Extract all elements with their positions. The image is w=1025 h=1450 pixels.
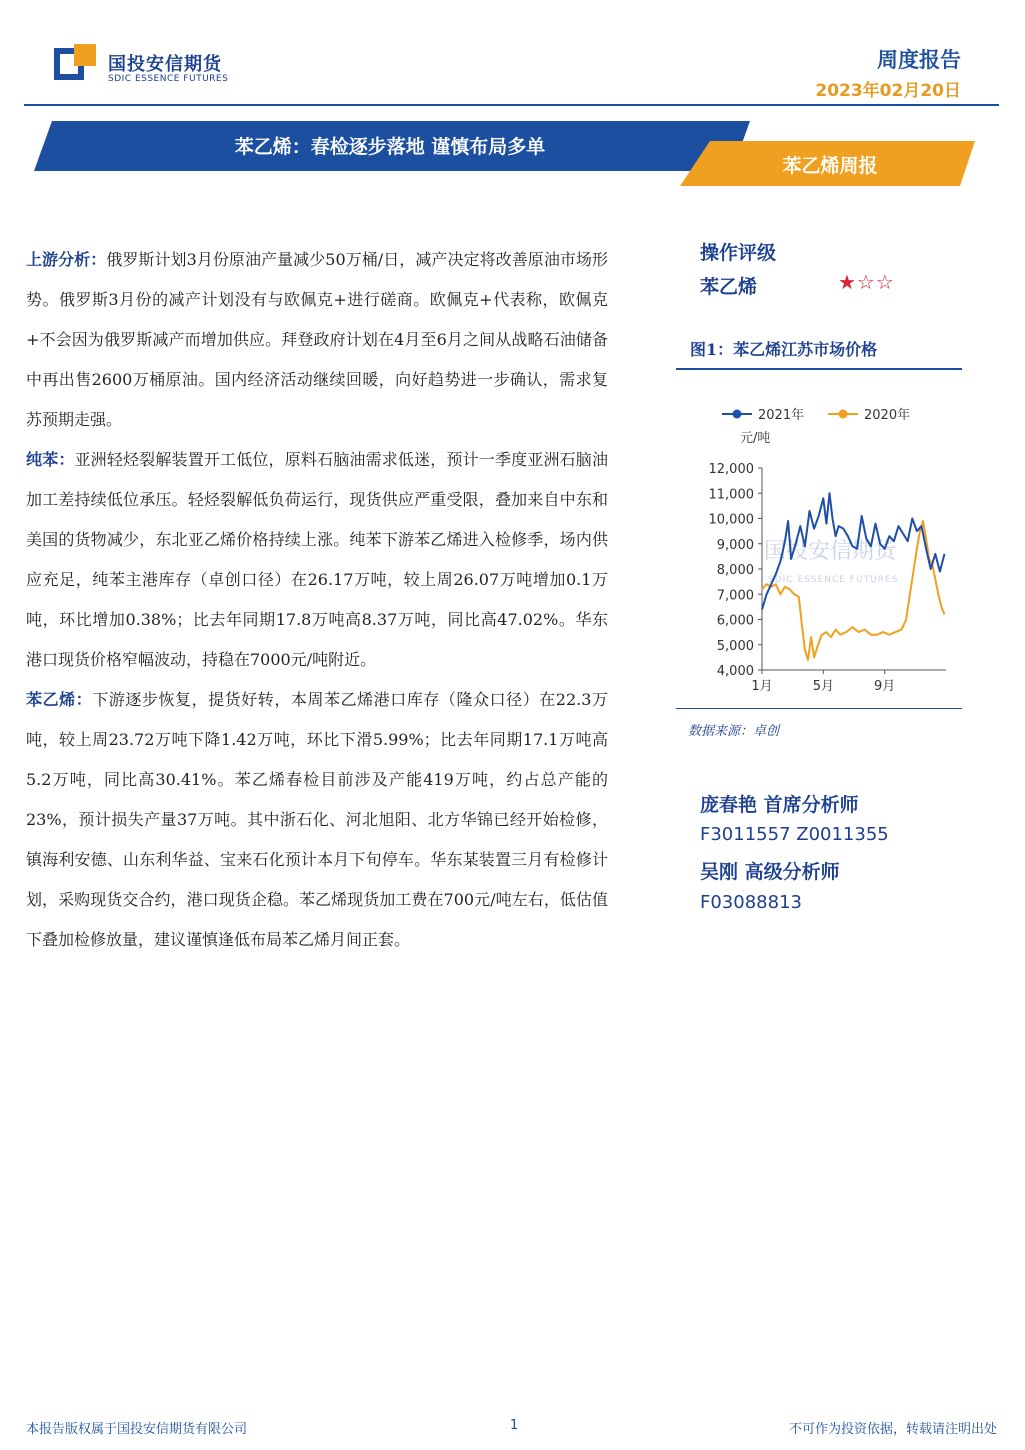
legend-marker-2021	[733, 410, 742, 419]
analyst-1-name: 庞春艳 首席分析师	[700, 794, 859, 816]
company-logo-icon	[52, 42, 98, 82]
x-tick-label: 5月	[812, 679, 834, 694]
y-tick-label: 10,000	[708, 512, 754, 528]
logo-text-cn: 国投安信期货	[108, 54, 222, 75]
report-date: 2023年02月20日	[815, 81, 961, 101]
figure-title: 图1：苯乙烯江苏市场价格	[690, 340, 878, 359]
styrene-text: 下游逐步恢复，提货好转，本周苯乙烯港口库存（隆众口径）在22.3万吨，较上周23.72万吨下降1.42万吨，环比下滑5.99%；比去年同期17.1万吨高5.2万吨，同比高30.41%。苯乙烯春检目前涉及产能419万吨，约占总产能的23%，预计损失产量37万吨。其中浙石化、河北旭阳、北方华锦已经开始检修，镇海利安德、山东利华益、宝来石化预计本月下旬停车。华东某装置三月有检修计划，采购现货交合约，港口现货企稳。苯乙烯现货加工费在700元/吨左右，低估值下叠加检修放量，建议谨慎逢低布局苯乙烯月间正套。	[26, 690, 608, 949]
y-tick-label: 8,000	[716, 563, 754, 578]
y-tick-label: 7,000	[716, 588, 754, 604]
price-chart	[676, 390, 966, 710]
figure-rule-bottom	[676, 708, 962, 709]
analyst-1-id: F3011557 Z0011355	[700, 824, 889, 845]
chart-watermark-en: SDIC ESSENCE FUTURES	[768, 575, 899, 585]
rating-stars: ★☆☆	[838, 270, 895, 294]
benzene-text: 亚洲轻烃裂解装置开工低位，原料石脑油需求低迷，预计一季度亚洲石脑油加工差持续低位承压。轻烃裂解低负荷运行，现货供应严重受限，叠加来自中东和美国的货物减少，东北亚乙烯价格持续上涨。纯苯下游苯乙烯进入检修季，场内供应充足，纯苯主港库存（卓创口径）在26.17万吨，较上周26.07万吨增加0.1万吨，环比增加0.38%；比去年同期17.8万吨高8.37万吨，同比高47.02%。华东港口现货价格窄幅波动，持稳在7000元/吨附近。	[26, 450, 608, 669]
upstream-paragraph	[26, 240, 608, 440]
y-tick-label: 5,000	[716, 638, 754, 654]
legend-label-2021: 2021年	[758, 408, 805, 423]
benzene-paragraph	[26, 440, 608, 680]
logo-text-en: SDIC ESSENCE FUTURES	[108, 74, 229, 84]
y-tick-label: 11,000	[708, 487, 754, 503]
chart-watermark: 国投安信期货	[764, 539, 897, 564]
legend-marker-2020	[839, 410, 848, 419]
y-tick-label: 6,000	[716, 613, 754, 629]
y-axis-label: 元/吨	[740, 431, 771, 446]
upstream-lead: 上游分析：	[26, 250, 107, 269]
page-number: 1	[510, 1418, 519, 1433]
x-tick-label: 9月	[874, 679, 896, 694]
data-source: 数据来源：卓创	[688, 724, 780, 739]
footer-disclaimer: 不可作为投资依据，转载请注明出处	[788, 1422, 997, 1437]
x-tick-label: 1月	[751, 679, 773, 694]
analyst-2-id: F03088813	[700, 892, 802, 913]
report-subtitle: 苯乙烯周报	[782, 155, 878, 177]
legend-label-2020: 2020年	[864, 408, 911, 423]
y-tick-label: 4,000	[716, 664, 754, 679]
header-divider	[24, 104, 999, 106]
y-tick-label: 9,000	[716, 537, 754, 553]
analysis-body	[26, 240, 608, 960]
upstream-text: 俄罗斯计划3月份原油产量减少50万桶/日，减产决定将改善原油市场形势。俄罗斯3月份的减产计划没有与欧佩克+进行磋商。欧佩克+代表称，欧佩克+不会因为俄罗斯减产而增加供应。拜登政府计划在4月至6月之间从战略石油储备中再出售2600万桶原油。国内经济活动继续回暖，向好趋势进一步确认，需求复苏预期走强。	[26, 250, 608, 429]
report-type: 周度报告	[877, 48, 961, 72]
rating-heading: 操作评级	[700, 242, 777, 264]
y-tick-label: 12,000	[708, 462, 754, 477]
benzene-lead: 纯苯：	[26, 450, 75, 469]
styrene-paragraph	[26, 680, 608, 960]
footer-copyright: 本报告版权属于国投安信期货有限公司	[26, 1422, 248, 1437]
rating-item: 苯乙烯	[700, 276, 758, 298]
analyst-2-name: 吴刚 高级分析师	[700, 861, 840, 883]
figure-rule-top	[676, 368, 962, 370]
styrene-lead: 苯乙烯：	[26, 690, 93, 709]
report-title: 苯乙烯：春检逐步落地 谨慎布局多单	[234, 136, 546, 158]
